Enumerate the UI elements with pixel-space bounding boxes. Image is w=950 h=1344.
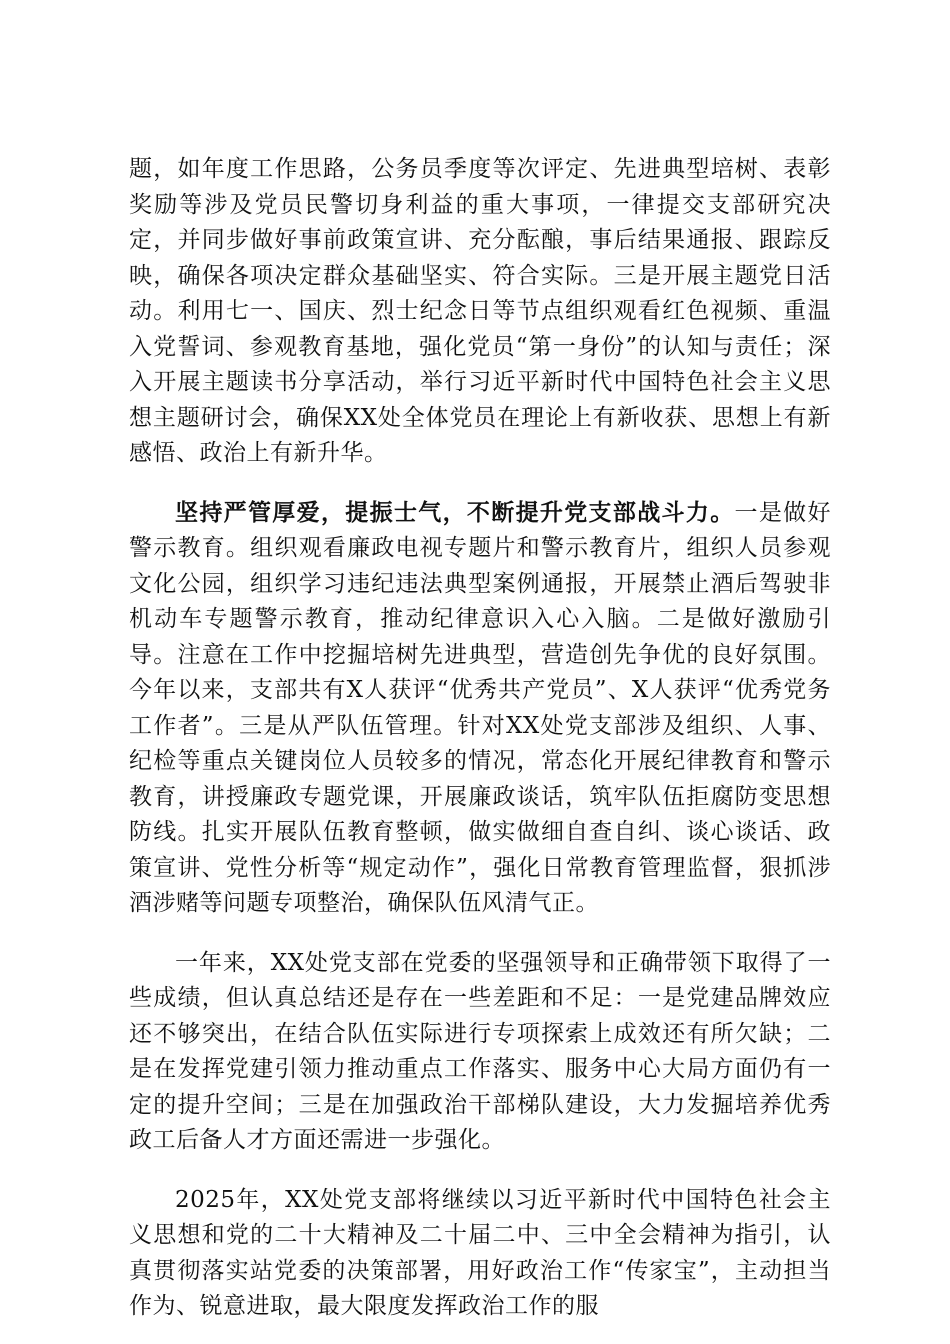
paragraph-text: 一年来，XX处党支部在党委的坚强领导和正确带领下取得了一些成绩，但认真总结还是存在一些差距和不足：一是党建品牌效应还不够突出，在结合队伍实际进行专项探索上成效还有所欠缺；二是在发挥党建引领力推动重点工作落实、服务中心大局方面仍有一定的提升空间；三是在加强政治干部梯队建设，大力发掘培养优秀政工后备人才方面还需进一步强化。	[129, 949, 831, 1153]
paragraph-shortcomings	[129, 946, 831, 1159]
paragraph-text: 一是做好警示教育。组织观看廉政电视专题片和警示教育片，组织人员参观文化公园，组织学习违纪违法典型案例通报，开展禁止酒后驾驶非机动车专题警示教育，推动纪律意识入心入脑。二是做好激励引导。注意在工作中挖掘培树先进典型，营造创先争优的良好氛围。今年以来，支部共有X人获评“优秀共产党员”、X人获评“优秀党务工作者”。三是从严队伍管理。针对XX处党支部涉及组织、人事、纪检等重点关键岗位人员较多的情况，常态化开展纪律教育和警示教育，讲授廉政专题党课，开展廉政谈话，筑牢队伍拒腐防变思想防线。扎实开展队伍教育整顿，做实做细自查自纠、谈心谈话、政策宣讲、党性分析等“规定动作”，强化日常教育管理监督，狠抓涉酒涉赌等问题专项整治，确保队伍风清气正。	[129, 499, 832, 916]
paragraph-2025-plan	[129, 1183, 831, 1325]
paragraph-text: 2025年，XX处党支部将继续以习近平新时代中国特色社会主义思想和党的二十大精神及二十届二中、三中全会精神为指引，认真贯彻落实站党委的决策部署，用好政治工作“传家宝”，主动担当作为、锐意进取，最大限度发挥政治工作的服	[129, 1186, 831, 1319]
paragraph-strict-management	[129, 496, 831, 922]
document-body	[129, 152, 831, 1325]
paragraph-continuation	[129, 152, 831, 472]
paragraph-lead-heading: 坚持严管厚爱，提振士气，不断提升党支部战斗力。	[175, 499, 735, 526]
paragraph-text: 题，如年度工作思路，公务员季度等次评定、先进典型培树、表彰奖励等涉及党员民警切身利益的重大事项，一律提交支部研究决定，并同步做好事前政策宣讲、充分酝酿，事后结果通报、跟踪反映，确保各项决定群众基础坚实、符合实际。三是开展主题党日活动。利用七一、国庆、烈士纪念日等节点组织观看红色视频、重温入党誓词、参观教育基地，强化党员“第一身份”的认知与责任；深入开展主题读书分享活动，举行习近平新时代中国特色社会主义思想主题研讨会，确保XX处全体党员在理论上有新收获、思想上有新感悟、政治上有新升华。	[129, 156, 831, 466]
